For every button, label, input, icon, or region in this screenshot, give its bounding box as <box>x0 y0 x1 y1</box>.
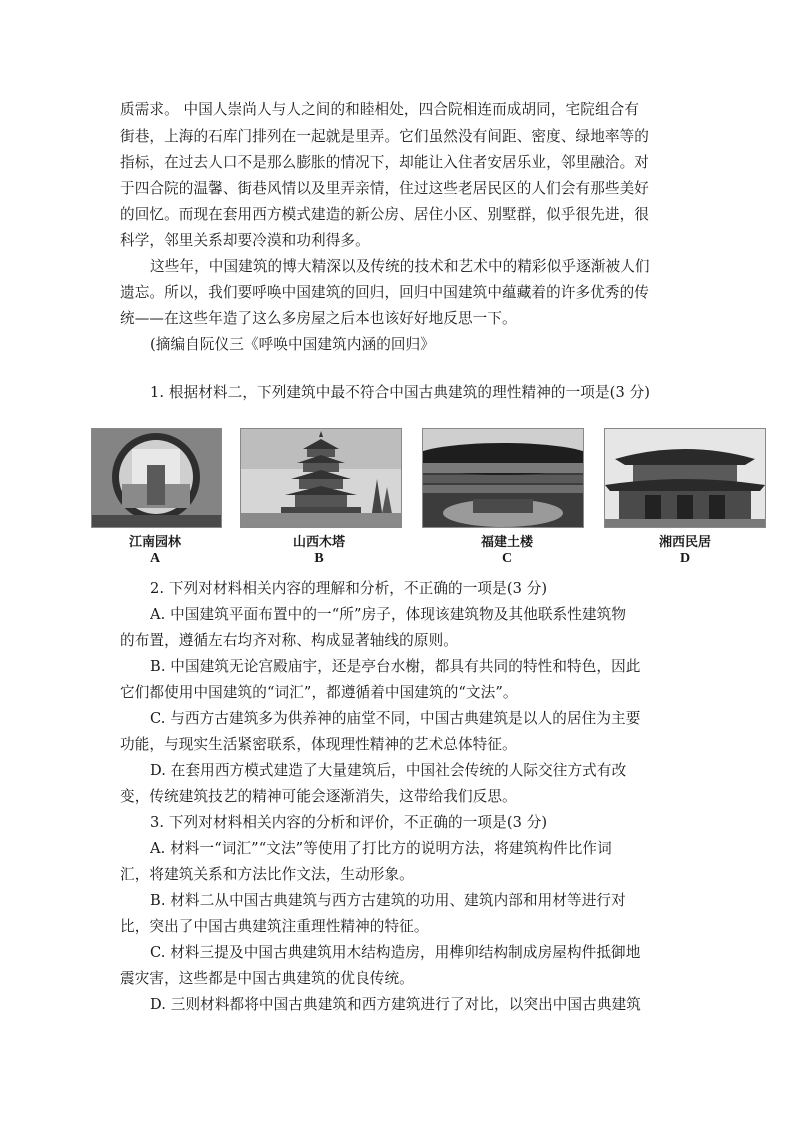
passage-line: 质需求。 中国人崇尚人与人之间的和睦相处，四合院相连而成胡同，宅院组合有 <box>120 101 640 118</box>
question-3-option-a-cont: 汇，将建筑关系和方法比作文法，生动形象。 <box>120 866 414 883</box>
tulou-courtyard-photo <box>423 429 583 527</box>
image-shanxi-pagoda <box>240 428 402 528</box>
stilt-house-photo <box>605 429 765 527</box>
question-3-stem: 3. 下列对材料相关内容的分析和评价，不正确的一项是(3 分) <box>150 814 548 831</box>
question-3-option-b-cont: 比，突出了中国古典建筑注重理性精神的特征。 <box>120 918 429 935</box>
passage-line: 这些年，中国建筑的博大精深以及传统的技术和艺术中的精彩似乎逐渐被人们 <box>150 258 650 275</box>
passage-line: 指标，在过去人口不是那么膨胀的情况下，却能让入住者安居乐业，邻里融洽。对 <box>120 154 649 171</box>
passage-line: 的回忆。而现在套用西方模式建造的新公房、居住小区、别墅群，似乎很先进，很 <box>120 206 649 223</box>
passage-line: 街巷，上海的石库门排列在一起就是里弄。它们虽然没有间距、密度、绿地率等的 <box>120 128 649 145</box>
question-3-option-d: D. 三则材料都将中国古典建筑和西方建筑进行了对比，以突出中国古典建筑 <box>150 996 641 1013</box>
letter-b: B <box>314 551 324 566</box>
image-fujian-tulou <box>422 428 584 528</box>
question-2-option-b-cont: 它们都使用中国建筑的“词汇”，都遵循着中国建筑的“文法”。 <box>120 684 518 701</box>
caption-d: 湘西民居 <box>658 535 711 550</box>
passage-line: 于四合院的温馨、街巷风情以及里弄亲情，住过这些老居民区的人们会有那些美好 <box>120 180 649 197</box>
passage-source: (摘编自阮仪三《呼唤中国建筑内涵的回归》 <box>150 336 435 353</box>
image-jiangnan-garden <box>91 428 222 528</box>
question-3-option-c-cont: 震灾害，这些都是中国古典建筑的优良传统。 <box>120 970 414 987</box>
question-3-option-a: A. 材料一“词汇”“文法”等使用了打比方的说明方法，将建筑构件比作词 <box>150 840 612 857</box>
question-2-option-d: D. 在套用西方模式建造了大量建筑后，中国社会传统的人际交往方式有改 <box>150 762 627 779</box>
passage-line: 遗忘。所以，我们要呼唤中国建筑的回归，回归中国建筑中蕴藏着的许多优秀的传 <box>120 284 649 301</box>
question-2-option-d-cont: 变，传统建筑技艺的精神可能会逐渐消失，这带给我们反思。 <box>120 788 517 805</box>
question-2-option-b: B. 中国建筑无论宫殿庙宇，还是亭台水榭，都具有共同的特性和特色，因此 <box>150 658 641 675</box>
caption-b: 山西木塔 <box>292 535 345 550</box>
caption-c: 福建土楼 <box>480 535 533 550</box>
wooden-pagoda-photo <box>241 429 401 527</box>
question-1-stem: 1. 根据材料二，下列建筑中最不符合中国古典建筑的理性精神的一项是(3 分) <box>150 384 651 401</box>
question-2-option-a-cont: 的布置，遵循左右均齐对称、构成显著轴线的原则。 <box>120 632 458 649</box>
passage-line: 统——在这些年造了这么多房屋之后本也该好好地反思一下。 <box>120 310 517 327</box>
question-2-stem: 2. 下列对材料相关内容的理解和分析，不正确的一项是(3 分) <box>150 580 548 597</box>
question-3-option-c: C. 材料三提及中国古典建筑用木结构造房，用榫卯结构制成房屋构件抵御地 <box>150 944 641 961</box>
question-2-option-c-cont: 功能，与现实生活紧密联系，体现理性精神的艺术总体特征。 <box>120 736 517 753</box>
letter-d: D <box>679 551 691 566</box>
passage-line: 科学，邻里关系却要冷漠和功利得多。 <box>120 232 370 249</box>
question-2-option-a: A. 中国建筑平面布置中的一“所”房子，体现该建筑物及其他联系性建筑物 <box>150 606 627 623</box>
question-3-option-b: B. 材料二从中国古典建筑与西方古建筑的功用、建筑内部和用材等进行对 <box>150 892 626 909</box>
letter-a: A <box>149 551 161 566</box>
question-2-option-c: C. 与西方古建筑多为供养神的庙堂不同，中国古典建筑是以人的居住为主要 <box>150 710 641 727</box>
moon-gate-garden-photo <box>92 429 221 527</box>
image-xiangxi-dwelling <box>604 428 766 528</box>
caption-a: 江南园林 <box>128 535 181 550</box>
letter-c: C <box>501 551 513 566</box>
